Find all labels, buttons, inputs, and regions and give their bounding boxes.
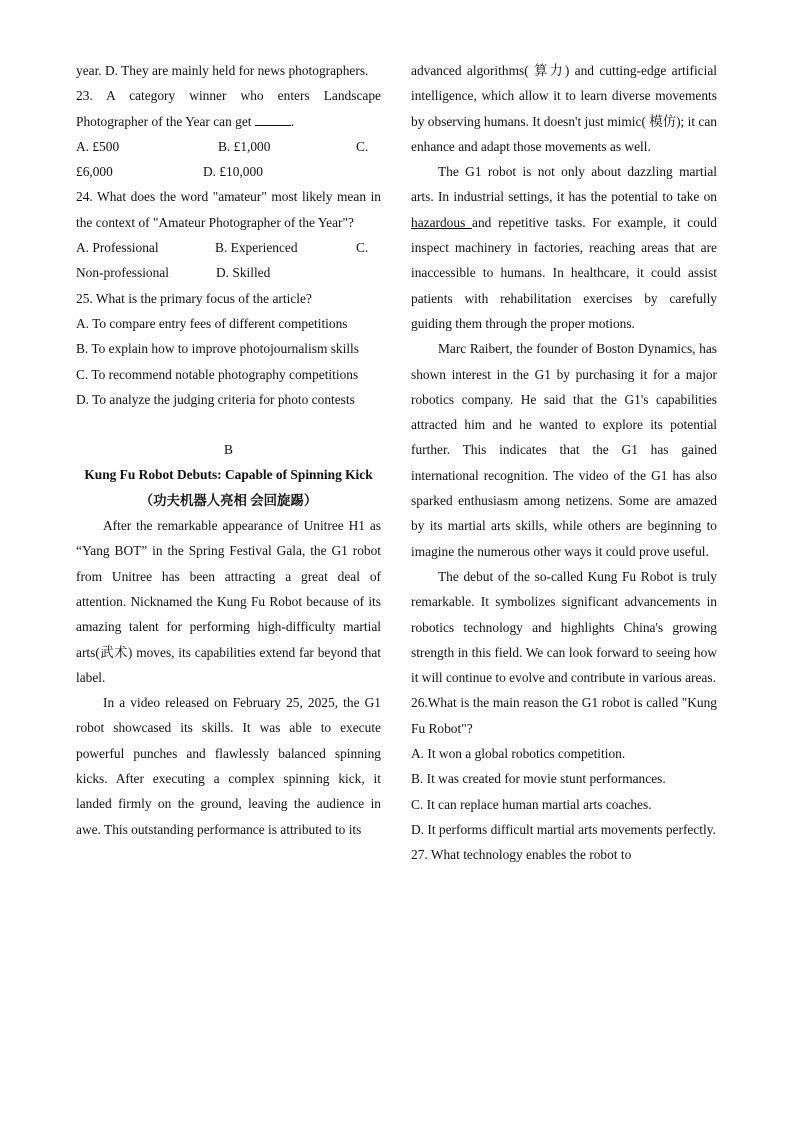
q24-option-c: Non-professional <box>76 265 169 281</box>
q25-option-c: C. To recommend notable photography competitions <box>76 366 359 382</box>
q25-option-b: B. To explain how to improve photojournalism skills <box>76 341 359 357</box>
q23-options-row2 <box>76 159 381 184</box>
q23-option-c: £6,000 <box>76 164 113 180</box>
q23-stem-end: . <box>290 113 295 129</box>
q23-option-a: A. £500 <box>76 138 120 154</box>
passage-title: Kung Fu Robot Debuts: Capable of Spinning Kick（功夫机器人亮相 会回旋踢） <box>84 467 373 508</box>
passage-paragraph-1: After the remarkable appearance of Unitree H1 as “Yang BOT” in the Spring Festival Gala, the G1 robot from Unitree has been attracting a great deal of attention. Nicknamed the Kung Fu Robot because of its amazing talent for performing high-difficulty martial arts(武术) moves, its capabilities extend far beyond that label. <box>76 518 381 685</box>
q23-options-row1 <box>76 134 381 159</box>
q24-option-c-letter: C. <box>356 240 369 256</box>
q24-options-row1 <box>76 235 381 260</box>
q23-stem <box>76 83 381 134</box>
q26-option-b: B. It was created for movie stunt performances. <box>411 771 666 787</box>
q24-options-row2 <box>76 260 381 285</box>
passage-paragraph-4: Marc Raibert, the founder of Boston Dynamics, has shown interest in the G1 by purchasing it for a major robotics company. He said that the G1's capabilities attracted him and he wanted to explore its potential further. This indicates that the G1 has gained international recognition. The video of the G1 has also sparked enthusiasm among netizens. Some are amazed by its martial arts skills, while others are beginning to imagine the numerous other ways it could prove useful. <box>411 341 717 559</box>
paragraph-3-text-a: The G1 robot is not only about dazzling martial arts. In industrial settings, it has the potential to take on <box>411 164 717 205</box>
passage-paragraph-2-continued: advanced algorithms( 算力) and cutting-edge artificial intelligence, which allow it to learn diverse movements by observing humans. It doesn't just mimic( 模仿); it can enhance and adapt those movements as well. <box>411 63 717 154</box>
section-gap <box>76 412 381 437</box>
q26-option-d: D. It performs difficult martial arts movements perfectly. <box>411 821 716 837</box>
q24-stem: 24. What does the word "amateur" most likely mean in the context of "Amateur Photographer of the Year"? <box>76 189 381 230</box>
paragraph-3-text-b: and repetitive tasks. For example, it could inspect machinery in factories, reaching areas that are inaccessible to humans. In healthcare, it could assist patients with rehabilitation exercises by carefully guiding them through the proper motions. <box>411 214 717 331</box>
underlined-word-hazardous: hazardous <box>411 214 473 230</box>
q25-stem: 25. What is the primary focus of the article? <box>76 290 312 306</box>
q22-tail: year. D. They are mainly held for news photographers. <box>76 63 369 78</box>
q24-option-b: B. Experienced <box>215 240 298 256</box>
passage-paragraph-2: In a video released on February 25, 2025, the G1 robot showcased its skills. It was able to execute powerful punches and flawlessly balanced spinning kicks. After executing a complex spinning kick, it landed firmly on the ground, leaving the audience in awe. This outstanding performance is attributed to its <box>76 695 381 837</box>
q26-option-c: C. It can replace human martial arts coaches. <box>411 796 652 812</box>
q23-option-c-letter: C. <box>356 138 369 154</box>
q26-option-a: A. It won a global robotics competition. <box>411 746 626 762</box>
q23-option-b: B. £1,000 <box>218 138 271 154</box>
q23-option-d: D. £10,000 <box>203 164 263 180</box>
section-letter: B <box>224 442 233 458</box>
q23-stem-text: 23. A category winner who enters Landscape Photographer of the Year can get <box>76 88 381 129</box>
q26-stem: 26.What is the main reason the G1 robot is called "Kung Fu Robot"? <box>411 695 717 736</box>
q25-option-d: D. To analyze the judging criteria for photo contests <box>76 391 355 407</box>
q23-blank <box>255 112 291 126</box>
q25-option-a: A. To compare entry fees of different competitions <box>76 315 348 331</box>
passage-paragraph-5: The debut of the so-called Kung Fu Robot is truly remarkable. It symbolizes significant advancements in robotics technology and highlights China's growing strength in this field. We can look forward to seeing how it will continue to evolve and contribute in various areas. <box>411 568 717 686</box>
q27-stem: 27. What technology enables the robot to <box>411 847 632 863</box>
q24-option-a: A. Professional <box>76 240 159 256</box>
q24-option-d: D. Skilled <box>216 265 271 281</box>
passage-paragraph-3 <box>411 159 717 336</box>
left-column <box>76 58 381 842</box>
right-column <box>411 58 717 868</box>
